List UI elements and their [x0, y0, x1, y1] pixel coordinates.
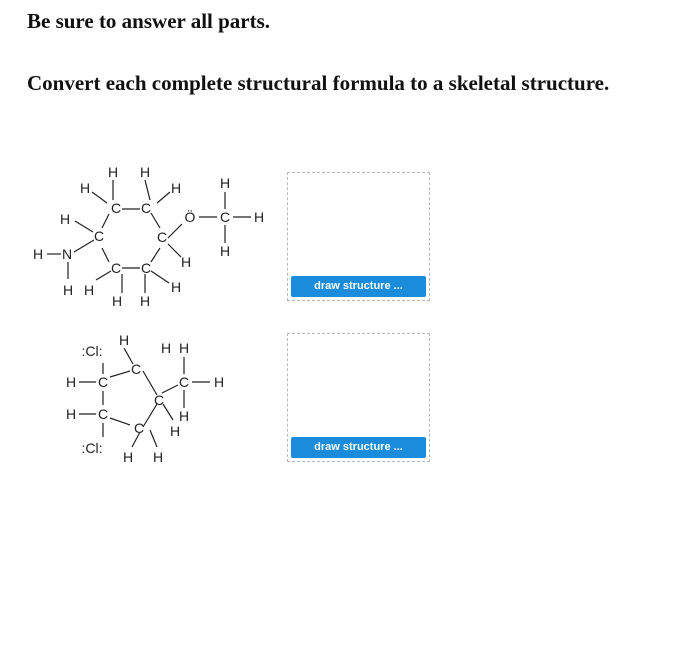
atom-label: C: [140, 200, 152, 216]
atom-label: C: [178, 374, 190, 390]
atom-label: H: [180, 254, 192, 270]
atom-label: H: [122, 449, 134, 465]
structural-formula-1: [28, 160, 288, 315]
atom-label: C: [133, 420, 145, 436]
atom-label: H: [213, 374, 225, 390]
atom-label: C: [110, 260, 122, 276]
atom-label: C: [153, 392, 165, 408]
atom-label: H: [32, 246, 44, 262]
atom-label: H: [59, 211, 71, 227]
atom-label: H: [62, 282, 74, 298]
atom-label: H: [152, 449, 164, 465]
atom-label: H: [253, 209, 265, 225]
atom-label: H: [170, 279, 182, 295]
atom-label: H: [79, 180, 91, 196]
answer-box-1[interactable]: [287, 172, 430, 301]
draw-structure-button[interactable]: draw structure ...: [291, 276, 426, 297]
atom-label: :Cl:: [81, 440, 103, 456]
atom-label: :Cl:: [81, 343, 103, 359]
atom-label: H: [118, 332, 130, 348]
atom-label: C: [110, 200, 122, 216]
atom-label: C: [97, 374, 109, 390]
atom-label: H: [139, 293, 151, 309]
draw-structure-button[interactable]: draw structure ...: [291, 437, 426, 458]
atom-label: H: [170, 180, 182, 196]
atom-label: N: [61, 246, 73, 262]
atom-label: H: [139, 164, 151, 180]
atom-label: H: [169, 423, 181, 439]
answer-box-2[interactable]: [287, 333, 430, 462]
atom-label: H: [83, 282, 95, 298]
atom-label: H: [178, 408, 190, 424]
atom-label: C: [97, 406, 109, 422]
instruction-convert: Convert each complete structural formula to a skeletal structure.: [27, 71, 610, 95]
instruction-answer-all: Be sure to answer all parts.: [27, 9, 271, 33]
atom-label: H: [107, 164, 119, 180]
atom-label: H: [111, 293, 123, 309]
atom-label: H: [65, 406, 77, 422]
atom-label: H: [219, 175, 231, 191]
atom-label: H: [65, 374, 77, 390]
atom-label: C: [140, 260, 152, 276]
atom-label: C: [93, 228, 105, 244]
atom-label: C: [219, 209, 231, 225]
atom-label: H: [219, 243, 231, 259]
atom-label: C: [130, 361, 142, 377]
atom-label: H: [160, 340, 172, 356]
atom-label: H: [178, 340, 190, 356]
atom-label: C: [156, 229, 168, 245]
structural-formula-2: [28, 330, 288, 470]
atom-label: Ö: [184, 209, 196, 225]
